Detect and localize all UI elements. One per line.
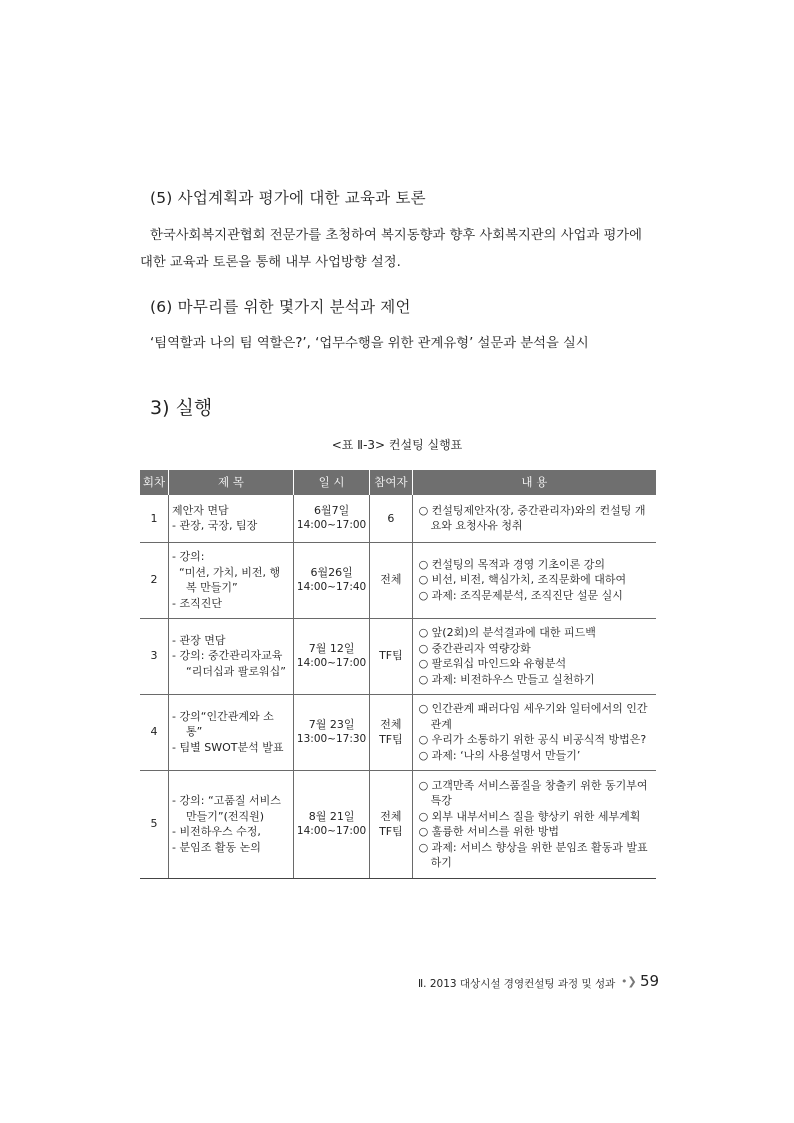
row-time: 14:00~17:00 — [296, 657, 367, 669]
participant-line: TF팀 — [379, 649, 403, 663]
table-caption: <표 Ⅱ-3> 컨설팅 실행표 — [331, 438, 463, 452]
main-heading: 3) 실행 — [150, 397, 213, 419]
row-time: 14:00~17:00 — [296, 825, 367, 837]
row-time: 14:00~17:40 — [296, 581, 367, 593]
row-title-cell — [169, 694, 294, 770]
content-line: ○ 훌륭한 서비스를 위한 방법 — [418, 825, 560, 838]
participant-line: 전체 — [380, 809, 402, 823]
row-time: 14:00~17:00 — [296, 519, 367, 532]
row-number: 1 — [150, 511, 158, 525]
row-participants-cell — [370, 542, 412, 618]
content-line: ○ 컨설팅제안자(장, 중간관리자)와의 컨설팅 개요와 요청사유 청취 — [418, 503, 646, 533]
title-line: - 강의: 중간관리자교육 “리더십과 팔로워십” — [172, 649, 286, 678]
row-content-cell — [412, 542, 656, 618]
section-5-heading: (5) 사업계획과 평가에 대한 교육과 토론 — [150, 189, 426, 207]
row-content-cell — [412, 618, 656, 694]
row-number-cell — [140, 542, 169, 618]
content-line: ○ 팔로워십 마인드와 유형분석 — [418, 657, 567, 670]
consulting-schedule-table — [140, 470, 656, 879]
footer-text: Ⅱ. 2013 대상시설 경영컨설팅 과정 및 성과 — [418, 978, 616, 990]
title-line: 제안자 면담 — [172, 503, 229, 517]
row-number-cell — [140, 694, 169, 770]
participant-line: 전체 — [380, 717, 402, 731]
header-round: 회차 — [140, 470, 169, 495]
row-number: 5 — [150, 817, 158, 831]
header-title: 제 목 — [169, 470, 294, 495]
content-line: ○ 과제: 비전하우스 만들고 실천하기 — [418, 672, 595, 686]
row-number: 3 — [150, 649, 158, 663]
content-line: ○ 중간관리자 역량강화 — [418, 641, 531, 655]
content-line: ○ 고객만족 서비스품질을 창출키 위한 동기부여 특강 — [418, 778, 648, 807]
content-line: ○ 과제: 조직문제분석, 조직진단 설문 실시 — [418, 588, 623, 602]
row-date: 7월 23일 — [308, 717, 355, 731]
participant-line: TF팀 — [379, 733, 403, 746]
table-row — [140, 542, 656, 618]
row-participants-cell — [370, 495, 412, 542]
participant-line: 6 — [387, 511, 395, 525]
row-participants-cell — [370, 694, 412, 770]
title-line: - 관장 면담 — [172, 633, 226, 647]
content-line: ○ 비선, 비전, 핵심가치, 조직문화에 대하여 — [418, 573, 627, 587]
header-content: 내 용 — [412, 470, 656, 495]
row-date: 8월 21일 — [308, 809, 355, 823]
title-line: - 비전하우스 수정, — [172, 825, 261, 838]
row-number: 2 — [150, 573, 158, 587]
row-title-cell — [169, 542, 294, 618]
row-time: 13:00~17:30 — [296, 733, 367, 745]
row-datetime-cell — [293, 694, 369, 770]
title-line: - 강의: “고품질 서비스 만들기”(전직원) — [172, 794, 285, 823]
content-line: ○ 과제: 서비스 향상을 위한 분임조 활동과 발표하기 — [418, 840, 648, 869]
row-datetime-cell — [293, 495, 369, 542]
title-line: - 팀별 SWOT분석 발표 — [172, 740, 284, 754]
title-line: - 관장, 국장, 팀장 — [172, 519, 258, 533]
row-participants-cell — [370, 770, 412, 878]
row-datetime-cell — [293, 770, 369, 878]
row-content-cell — [412, 770, 656, 878]
section-5-body-line-2: 대한 교육과 토론을 통해 내부 사업방향 설정. — [140, 255, 401, 270]
participant-line: TF팀 — [379, 825, 403, 838]
row-date: 6월7일 — [313, 503, 350, 517]
table-row — [140, 618, 656, 694]
table-row — [140, 770, 656, 878]
participant-line: 전체 — [380, 573, 402, 587]
content-line: ○ 과제: ‘나의 사용설명서 만들기’ — [418, 748, 581, 762]
title-line: - 강의“인간관계와 소통” — [172, 709, 274, 739]
row-datetime-cell — [293, 618, 369, 694]
section-5-body-line-1: 한국사회복지관협회 전문가를 초청하여 복지동향과 향후 사회복지관의 사업과 평가에 — [150, 228, 642, 243]
content-line: ○ 컨설팅의 목적과 경영 기초이론 강의 — [418, 557, 606, 571]
page-number: 59 — [640, 972, 660, 990]
content-line: ○ 외부 내부서비스 질을 향상키 위한 세부계획 — [418, 809, 641, 823]
title-line: “미션, 가치, 비전, 행복 만들기” — [172, 565, 281, 594]
row-datetime-cell — [293, 542, 369, 618]
row-date: 7월 12일 — [308, 641, 355, 655]
table-row — [140, 495, 656, 542]
table-row — [140, 694, 656, 770]
row-date: 6월26일 — [310, 565, 353, 579]
footer-arrow-icon: •❯ — [621, 975, 637, 988]
content-line: ○ 인간관계 패러다임 세우기와 일터에서의 인간관계 — [418, 702, 648, 731]
row-title-cell — [169, 495, 294, 542]
row-number-cell — [140, 618, 169, 694]
row-content-cell — [412, 495, 656, 542]
header-datetime: 일 시 — [293, 470, 369, 495]
row-title-cell — [169, 618, 294, 694]
section-6-heading: (6) 마무리를 위한 몇가지 분석과 제언 — [150, 298, 411, 316]
row-number-cell — [140, 770, 169, 878]
content-line: ○ 우리가 소통하기 위한 공식 비공식적 방법은? — [418, 733, 647, 746]
title-line: - 강의: — [172, 550, 205, 563]
header-participants: 참여자 — [370, 470, 412, 495]
title-line: - 조직진단 — [172, 596, 223, 610]
section-6-body: ‘팀역할과 나의 팀 역할은?’, ‘업무수행을 위한 관계유형’ 설문과 분석을 실시 — [150, 336, 589, 351]
row-number: 4 — [150, 725, 158, 739]
table-header-row — [140, 470, 656, 495]
row-participants-cell — [370, 618, 412, 694]
content-line: ○ 앞(2회)의 분석결과에 대한 피드백 — [418, 626, 596, 639]
title-line: - 분임조 활동 논의 — [172, 840, 261, 854]
row-title-cell — [169, 770, 294, 878]
row-number-cell — [140, 495, 169, 542]
row-content-cell — [412, 694, 656, 770]
